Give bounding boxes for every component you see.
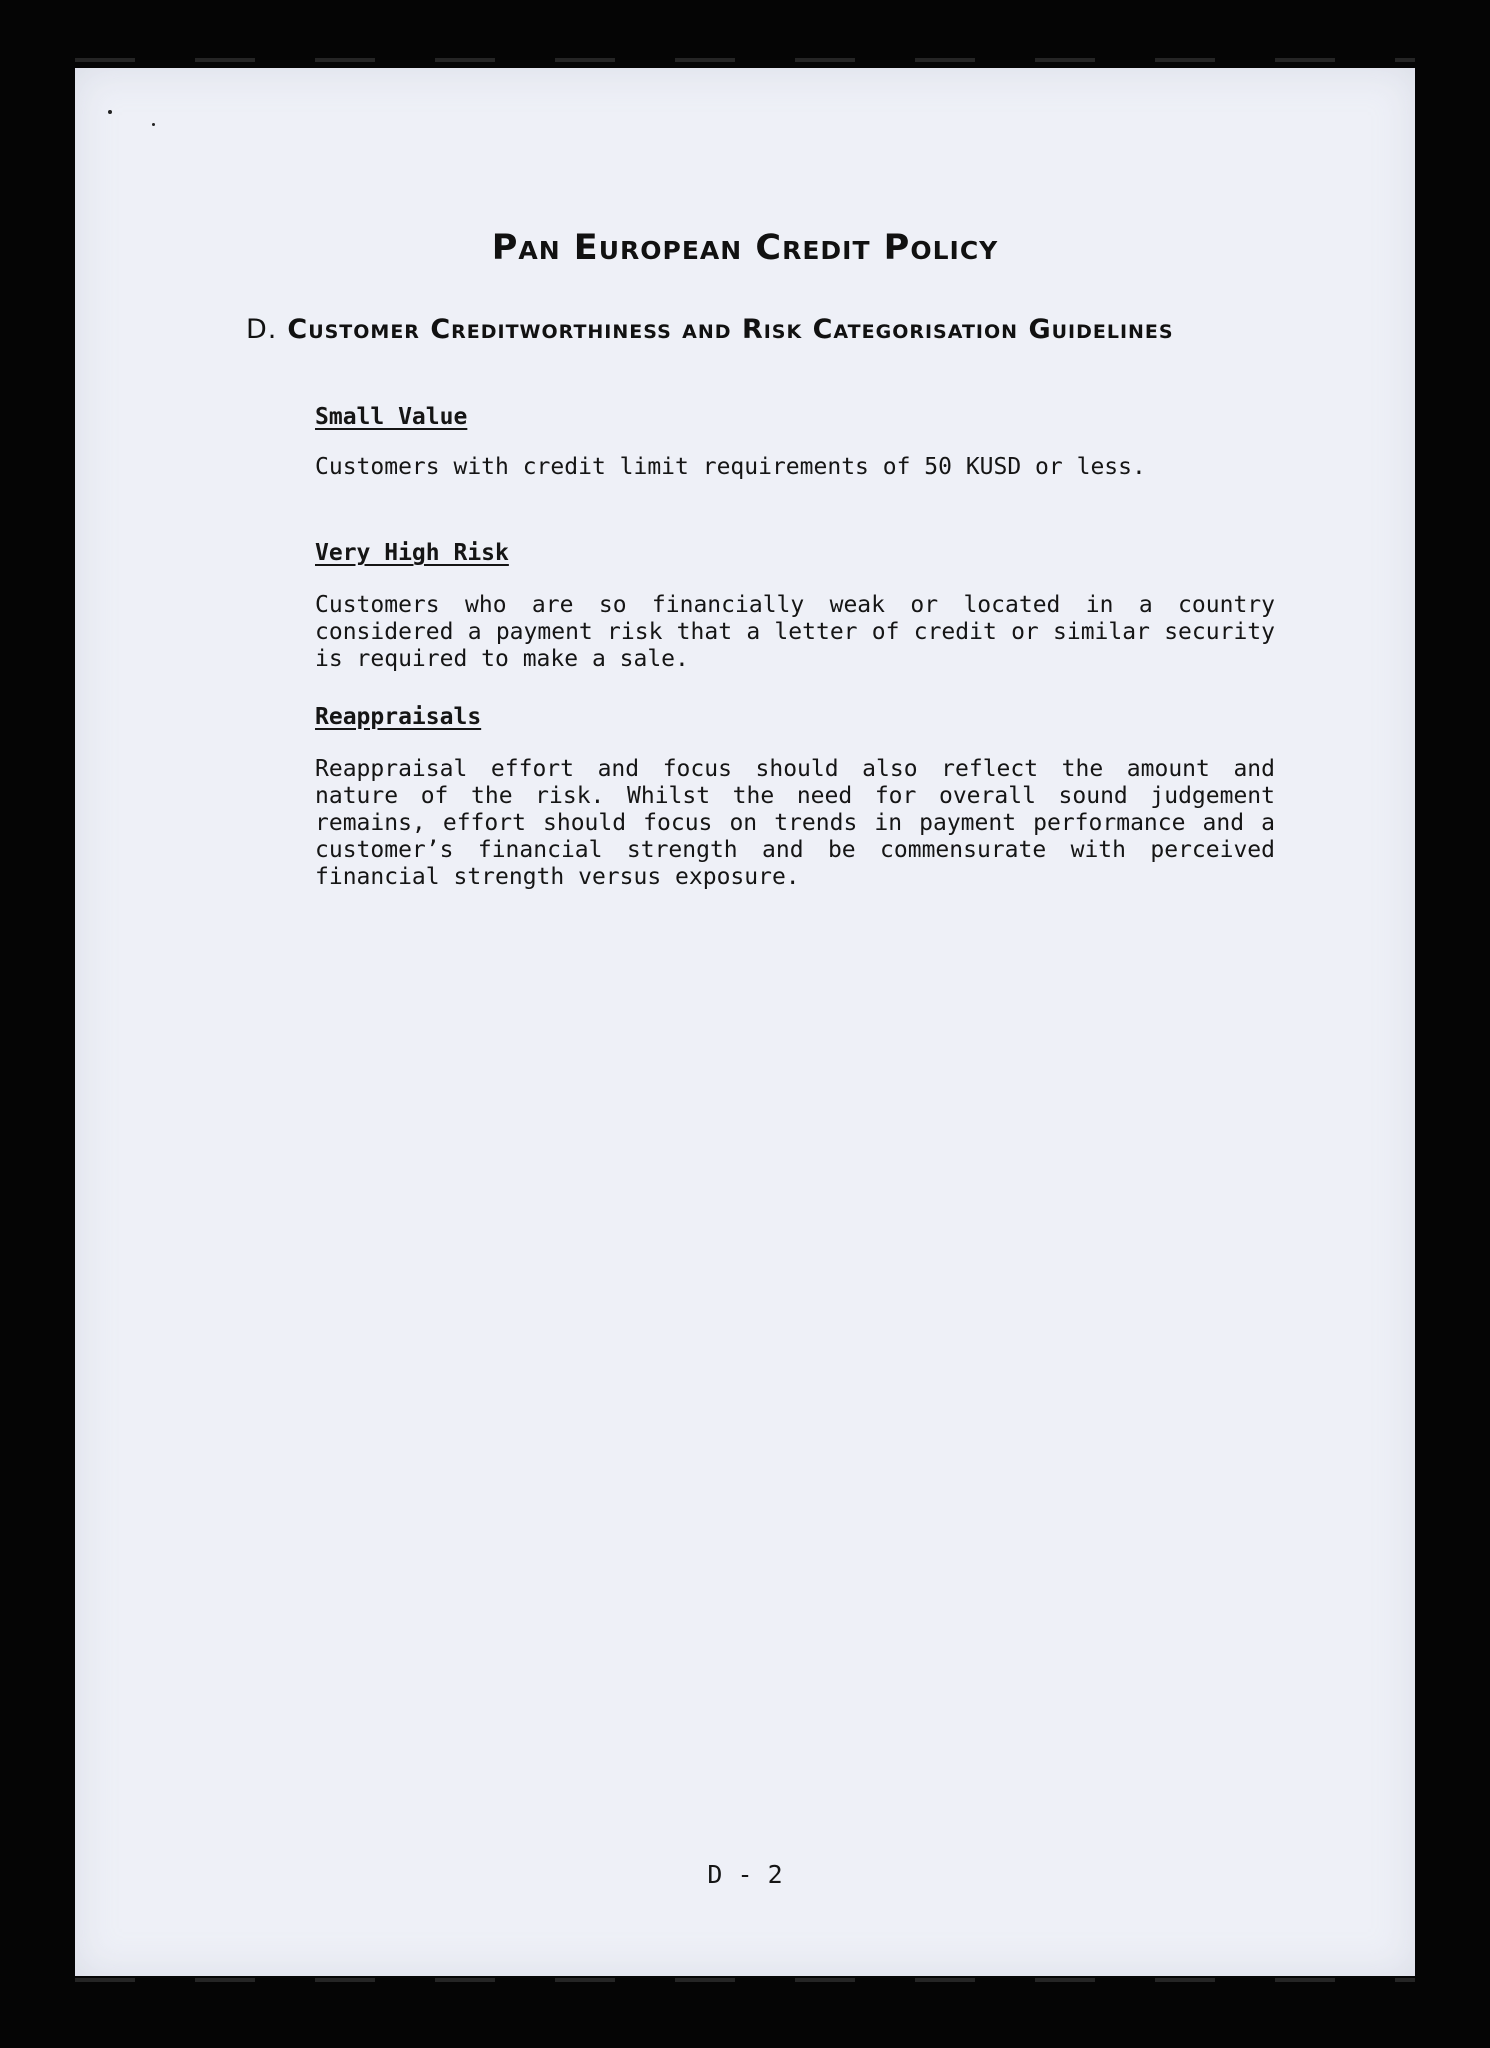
scan-speck [152,123,155,126]
subsection-heading: Reappraisals [315,704,482,730]
subsection-text: Customers who are so financially weak or located in a country considered a payment risk that a letter of credit or similar security is required to make a sale. [315,592,1275,672]
scan-edge-bottom [75,1978,1415,1982]
subsection-text: Customers with credit limit requirements of 50 KUSD or less. [315,454,1146,480]
page-number: D - 2 [707,1860,783,1889]
subsection-small-value [315,404,1275,481]
section-title: Customer Creditworthiness and Risk Categorisation Guidelines [287,314,1174,345]
subsection-very-high-risk [315,540,1275,673]
section-heading [246,314,1174,345]
scan-edge-top [75,58,1415,62]
subsection-heading: Small Value [315,404,468,430]
subsection-text: Reappraisal effort and focus should also reflect the amount and nature of the risk. Whilst the need for overall sound judgement remains, effort should focus on trends in payment performance and a customer’s financial strength and be commensurate with perceived financial strength versus exposure. [315,756,1275,890]
section-letter: D. [246,314,278,345]
document-page [75,68,1415,1976]
subsection-heading: Very High Risk [315,540,509,566]
document-title: Pan European Credit Policy [491,228,999,268]
scan-speck [108,110,112,114]
subsection-reappraisals [315,704,1275,891]
